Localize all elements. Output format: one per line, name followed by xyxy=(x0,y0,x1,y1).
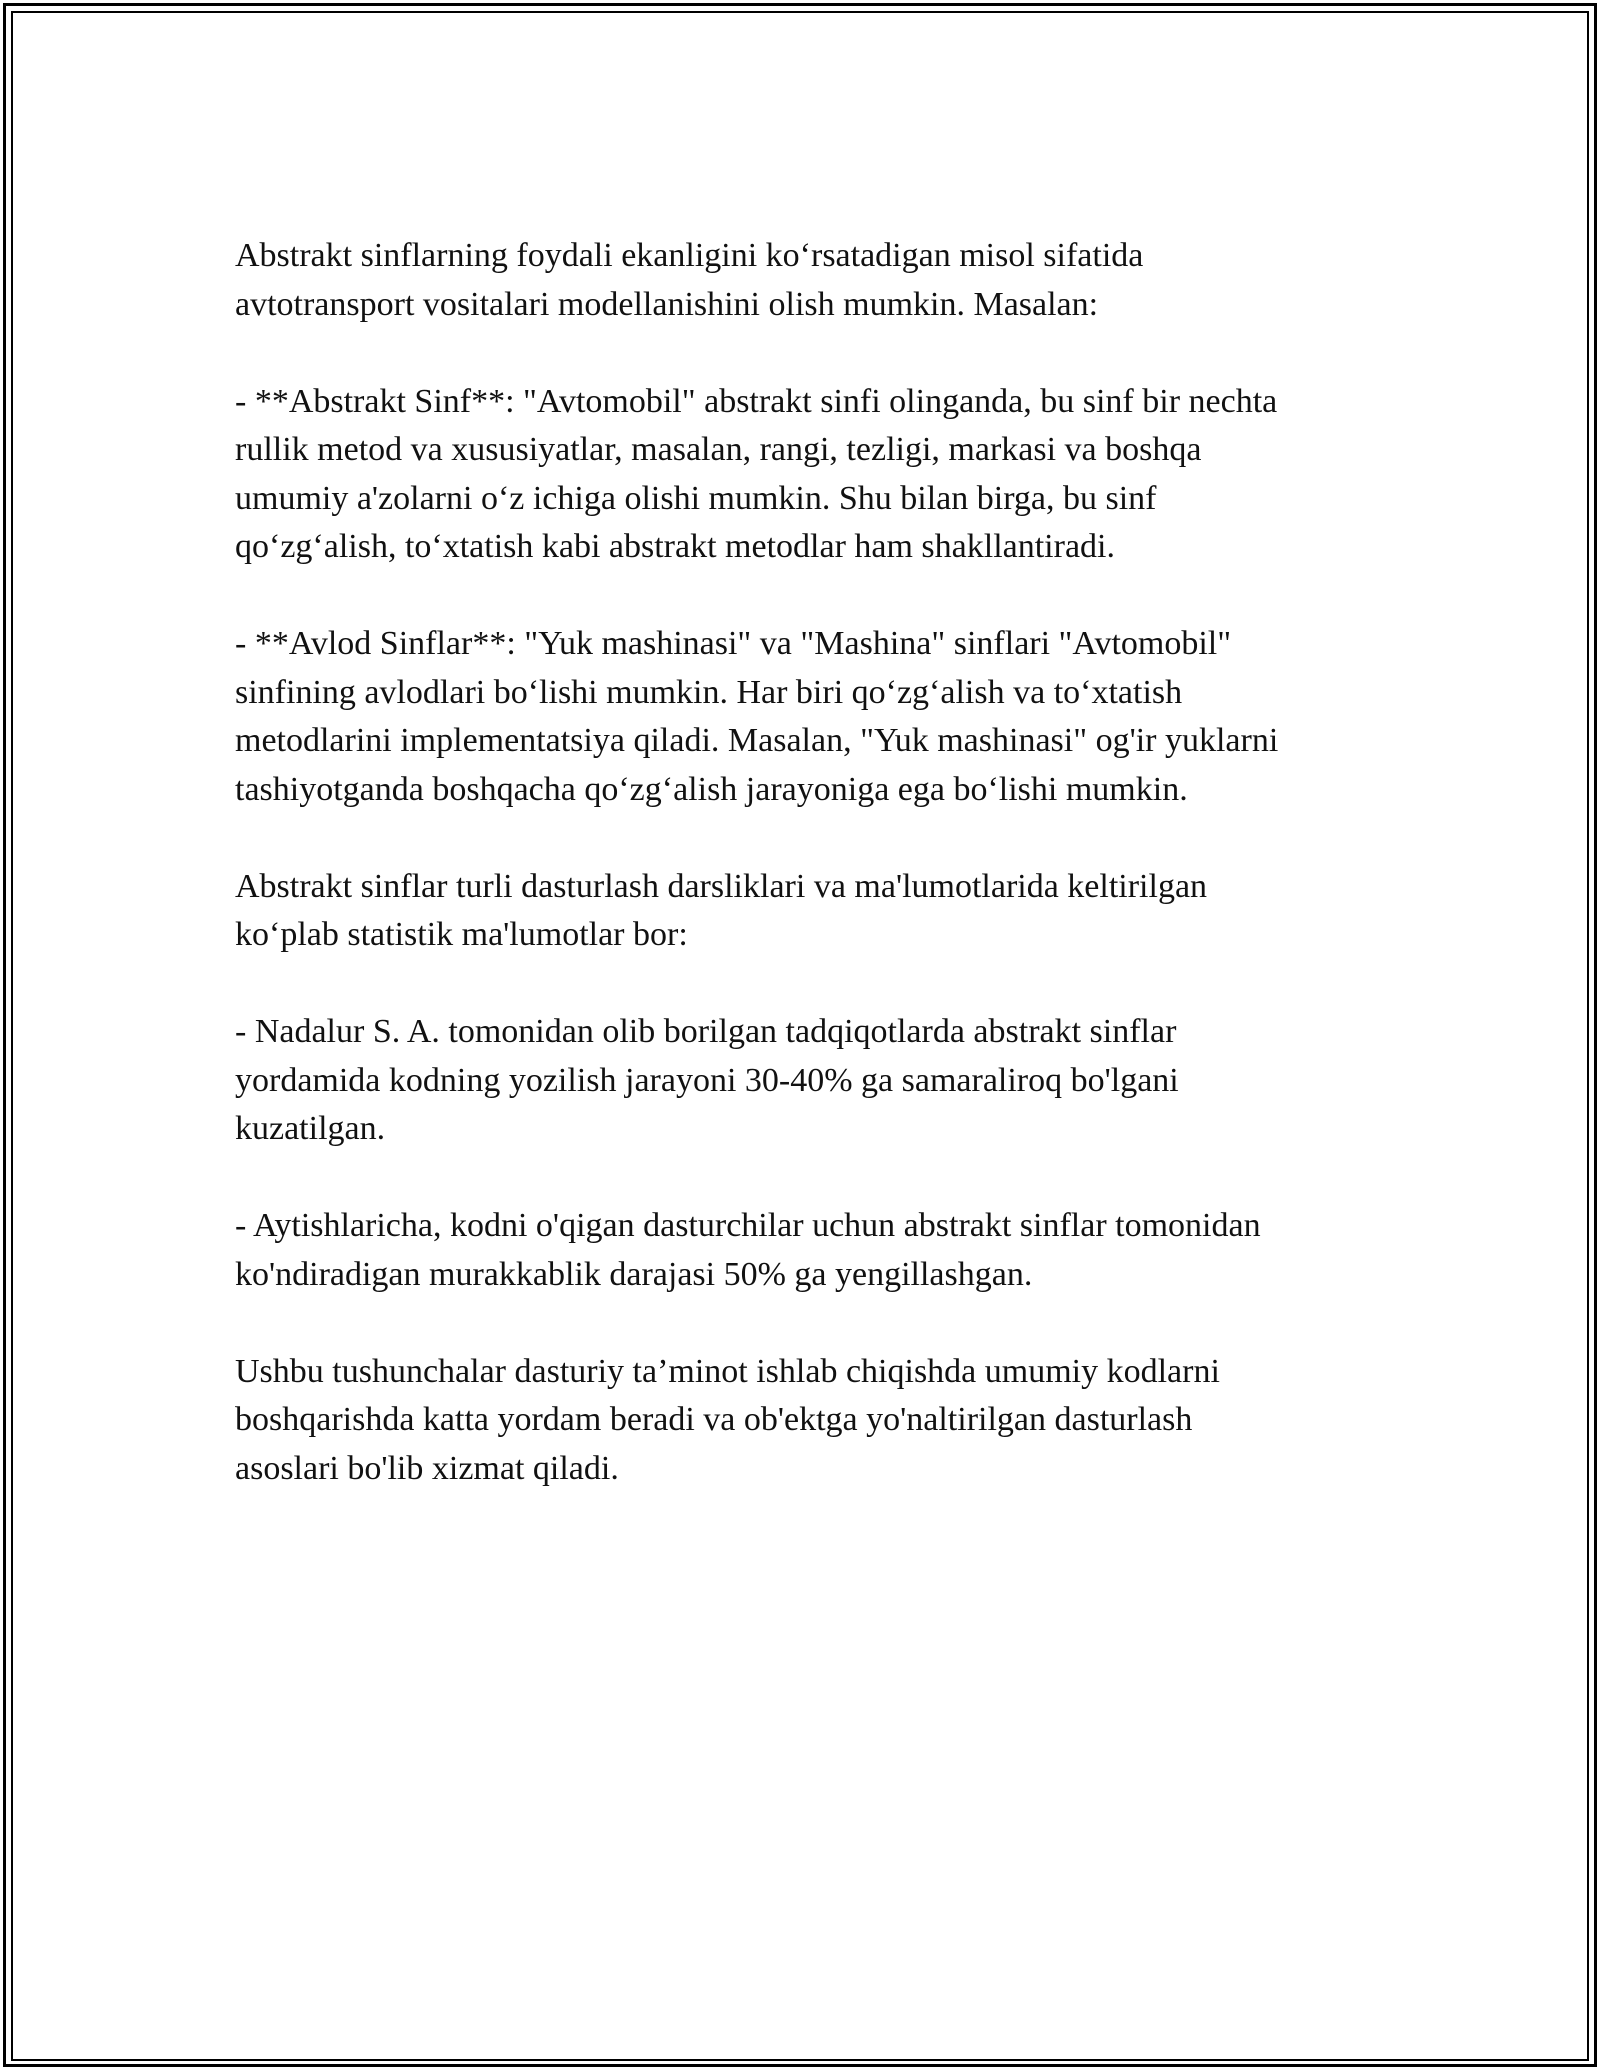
text-line: Abstrakt sinflarning foydali ekanligini koʻrsatadigan misol sifatida xyxy=(235,237,1144,274)
text-line: rullik metod va xususiyatlar, masalan, rangi, tezligi, markasi va boshqa xyxy=(235,431,1202,468)
text-line: Abstrakt sinflar turli dasturlash darsliklari va ma'lumotlarida keltirilgan xyxy=(235,867,1208,905)
paragraph-research-finding xyxy=(235,1008,1395,1154)
text-line: qoʻzgʻalish, toʻxtatish kabi abstrakt metodlar ham shakllantiradi. xyxy=(235,528,1115,565)
paragraph-derived-classes xyxy=(235,620,1395,814)
text-line: - Nadalur S. A. tomonidan olib borilgan tadqiqotlarda abstrakt sinflar xyxy=(235,1013,1177,1050)
text-line: metodlarini implementatsiya qiladi. Masalan, "Yuk mashinasi" og'ir yuklarni xyxy=(235,722,1279,759)
text-line: ko'ndiradigan murakkablik darajasi 50% ga yengillashgan. xyxy=(235,1255,1033,1293)
document-body xyxy=(235,232,1395,1542)
text-line: - Aytishlaricha, kodni o'qigan dasturchilar uchun abstrakt sinflar tomonidan xyxy=(235,1207,1261,1244)
text-line: umumiy a'zolarni oʻz ichiga olishi mumkin. Shu bilan birga, bu sinf xyxy=(235,479,1157,517)
text-line: avtotransport vositalari modellanishini olish mumkin. Masalan: xyxy=(235,285,1099,323)
text-line: kuzatilgan. xyxy=(235,1110,386,1147)
text-line: sinfining avlodlari boʻlishi mumkin. Har biri qoʻzgʻalish va toʻxtatish xyxy=(235,673,1183,711)
text-line: boshqarishda katta yordam beradi va ob'ektga yo'naltirilgan dasturlash xyxy=(235,1401,1193,1438)
text-line: asoslari bo'lib xizmat qiladi. xyxy=(235,1449,619,1487)
paragraph-complexity-finding xyxy=(235,1202,1395,1299)
text-line: yordamida kodning yozilish jarayoni 30-40% ga samaraliroq bo'lgani xyxy=(235,1061,1179,1099)
paragraph-abstract-class xyxy=(235,378,1395,572)
text-line: - **Avlod Sinflar**: "Yuk mashinasi" va "Mashina" sinflari "Avtomobil" xyxy=(235,625,1232,662)
paragraph-conclusion xyxy=(235,1348,1395,1494)
text-line: koʻplab statistik ma'lumotlar bor: xyxy=(235,916,688,953)
text-line: tashiyotganda boshqacha qoʻzgʻalish jarayoniga ega boʻlishi mumkin. xyxy=(235,770,1188,808)
paragraph-statistics-intro xyxy=(235,863,1395,960)
paragraph-intro xyxy=(235,232,1395,329)
text-line: - **Abstrakt Sinf**: "Avtomobil" abstrakt sinfi olinganda, bu sinf bir nechta xyxy=(235,382,1278,420)
text-line: Ushbu tushunchalar dasturiy ta’minot ishlab chiqishda umumiy kodlarni xyxy=(235,1352,1220,1390)
